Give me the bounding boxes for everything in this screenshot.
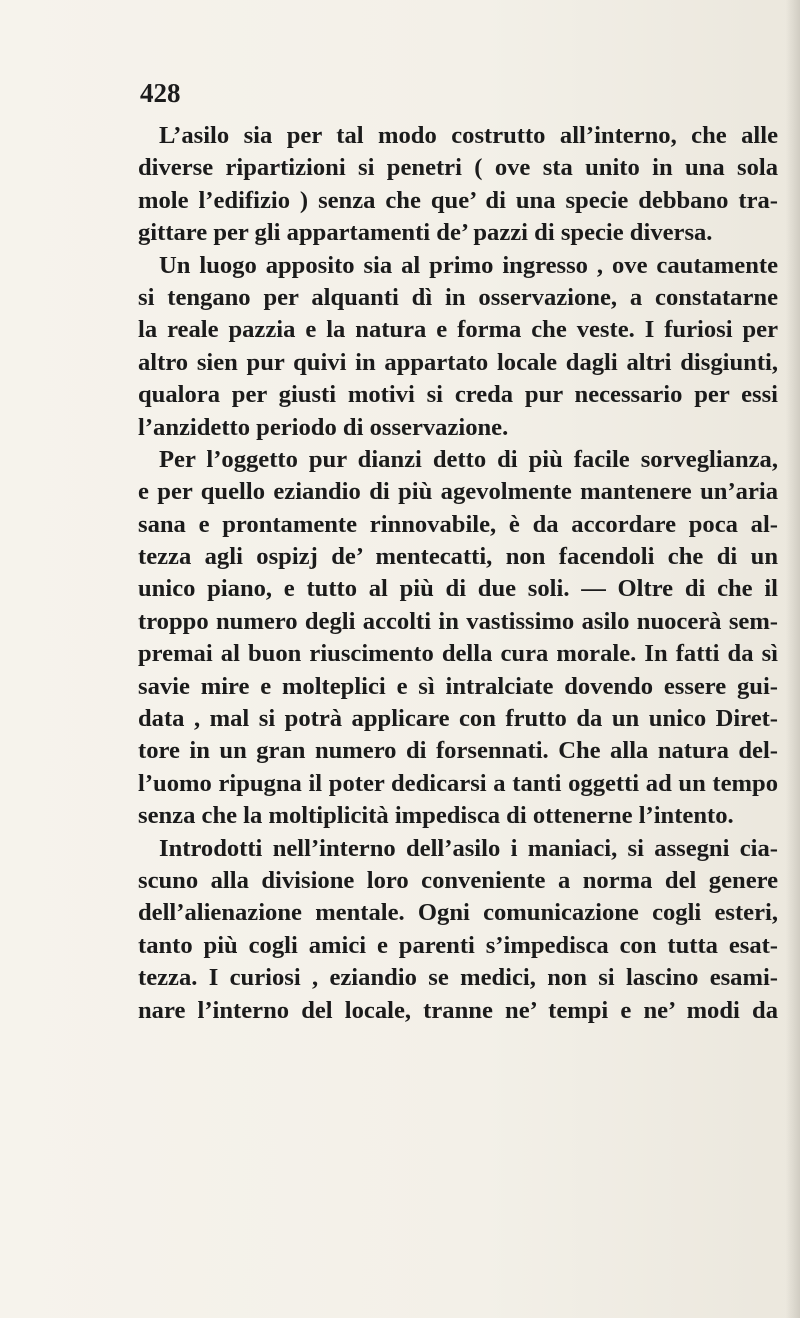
- text-line: la reale pazzia e la natura e forma che veste. I furiosi per: [138, 316, 778, 344]
- text-line: tore in un gran numero di forsennati. Che alla natura del-: [138, 737, 778, 765]
- text-line: diverse ripartizioni si penetri ( ove sta unito in una sola: [138, 154, 778, 182]
- body-text: [138, 120, 778, 1027]
- text-line: L’asilo sia per tal modo costrutto all’interno, che alle: [159, 122, 778, 149]
- text-line: gittare per gli appartamenti de’ pazzi di specie diversa.: [138, 219, 713, 247]
- page-edge-shadow: [786, 0, 800, 1318]
- text-line: Un luogo apposito sia al primo ingresso , ove cautamente: [159, 251, 778, 279]
- text-line: altro sien pur quivi in appartato locale dagli altri disgiunti,: [138, 348, 778, 376]
- text-line: premai al buon riuscimento della cura morale. In fatti da sì: [138, 640, 778, 668]
- text-line: l’anzidetto periodo di osservazione.: [138, 413, 509, 441]
- page-number: 428: [140, 78, 181, 108]
- text-line: data , mal si potrà applicare con frutto da un unico Diret-: [138, 705, 778, 733]
- text-line: tezza. I curiosi , eziandio se medici, non si lascino esami-: [138, 964, 778, 992]
- text-line: mole l’edifizio ) senza che que’ di una specie debbano tra-: [138, 186, 778, 214]
- text-line: qualora per giusti motivi si creda pur necessario per essi: [138, 381, 778, 409]
- text-line: dell’alienazione mentale. Ogni comunicazione cogli esteri,: [138, 899, 778, 927]
- text-line: Per l’oggetto pur dianzi detto di più facile sorveglianza,: [159, 445, 778, 473]
- text-line: senza che la moltiplicità impedisca di ottenerne l’intento.: [138, 802, 734, 830]
- text-line: l’uomo ripugna il poter dedicarsi a tanti oggetti ad un tempo: [138, 769, 778, 797]
- text-line: tezza agli ospizj de’ mentecatti, non facendoli che di un: [138, 543, 778, 571]
- text-line: e per quello eziandio di più agevolmente mantenere un’aria: [138, 478, 778, 506]
- text-line: unico piano, e tutto al più di due soli. — Oltre di che il: [138, 575, 778, 603]
- text-line: Introdotti nell’interno dell’asilo i maniaci, si assegni cia-: [159, 834, 778, 862]
- text-line: tanto più cogli amici e parenti s’impedisca con tutta esat-: [138, 931, 778, 959]
- text-line: sana e prontamente rinnovabile, è da accordare poca al-: [138, 510, 778, 538]
- text-line: troppo numero degli accolti in vastissimo asilo nuocerà sem-: [138, 607, 778, 635]
- text-line: scuno alla divisione loro conveniente a norma del genere: [138, 866, 778, 894]
- text-line: nare l’interno del locale, tranne ne’ tempi e ne’ modi da: [138, 996, 778, 1024]
- text-line: savie mire e molteplici e sì intralciate dovendo essere gui-: [138, 672, 778, 700]
- text-line: si tengano per alquanti dì in osservazione, a constatarne: [138, 283, 778, 311]
